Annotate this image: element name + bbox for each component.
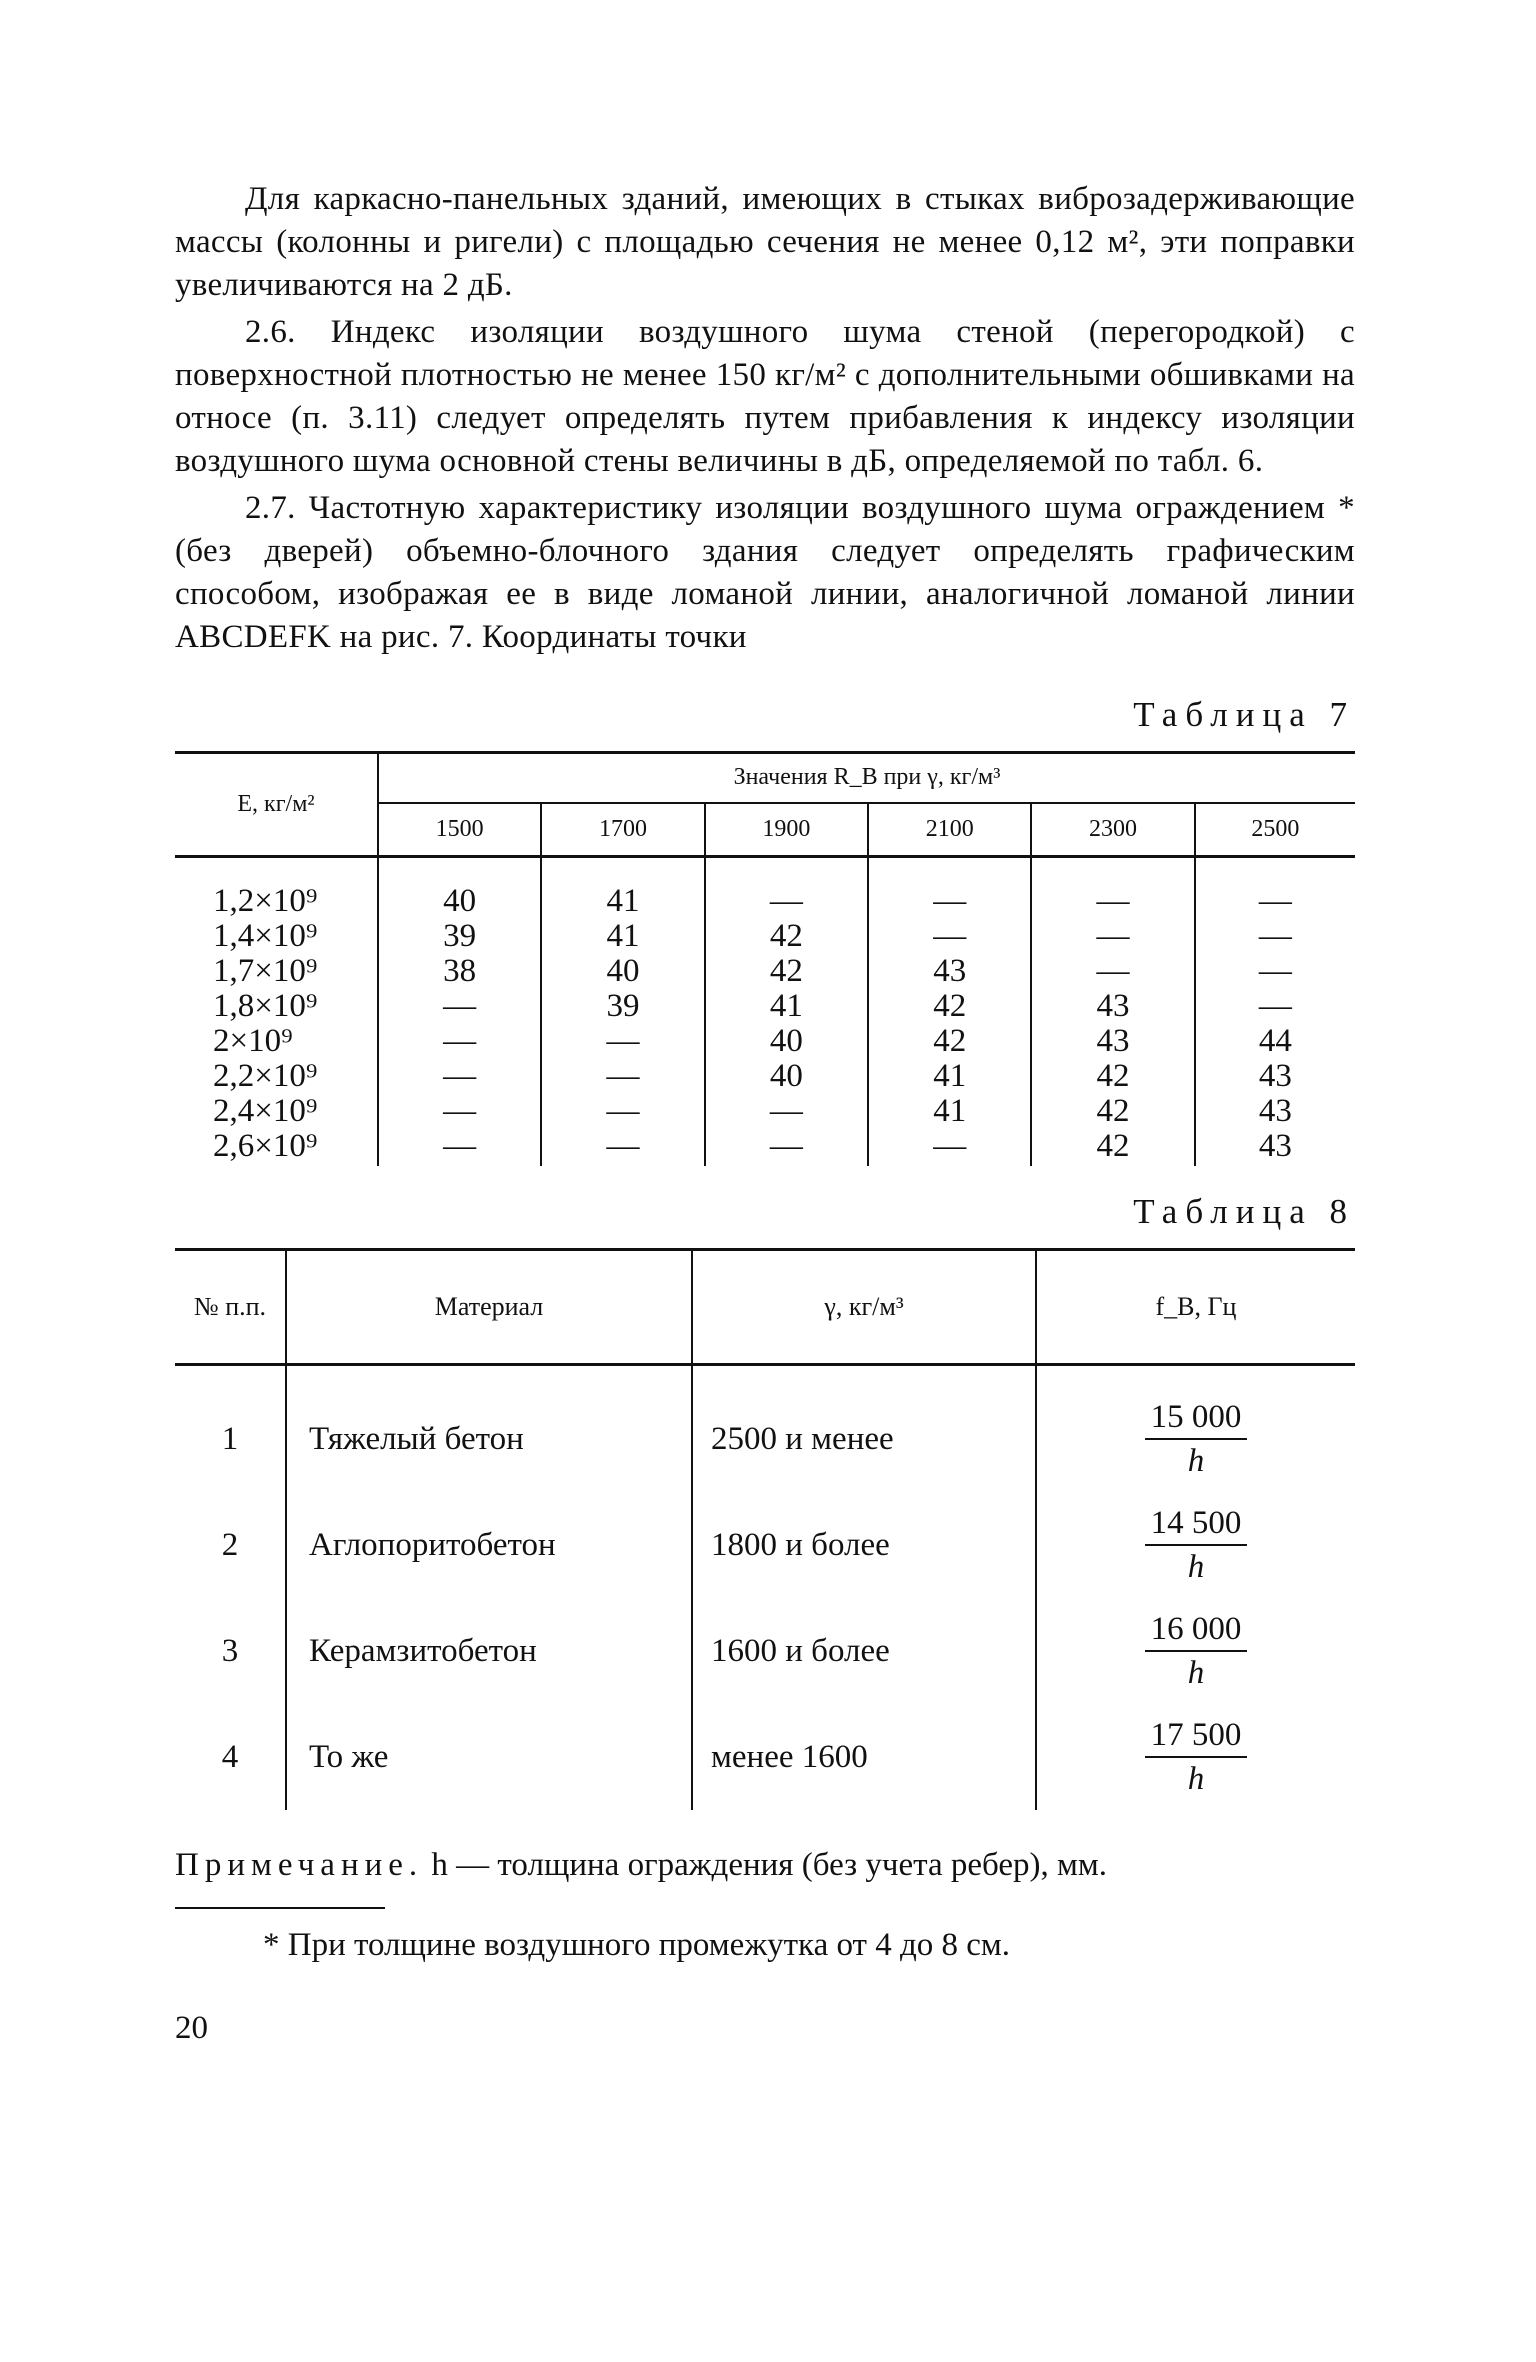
table-7-value-cell: —	[1195, 989, 1355, 1024]
table-7-col-header: 2100	[868, 803, 1031, 857]
table-7-value-cell: 41	[541, 857, 704, 920]
table-7-value-cell: —	[378, 1129, 541, 1166]
table-7-value-cell: —	[705, 857, 868, 920]
table-7-value-cell: 42	[1031, 1094, 1194, 1129]
table-7-value-cell: —	[378, 1094, 541, 1129]
table-row	[175, 1704, 1355, 1810]
table-row	[175, 857, 1355, 920]
table-7-col-header: 1700	[541, 803, 704, 857]
table-7-value-cell: 40	[705, 1059, 868, 1094]
table-7-value-cell: —	[541, 1024, 704, 1059]
footnote-rule	[175, 1907, 385, 1909]
frequency-fraction	[1145, 1714, 1248, 1800]
table-7-value-cell: 40	[705, 1024, 868, 1059]
table-7-value-cell: 43	[1195, 1129, 1355, 1166]
table-8-density-cell: 1600 и более	[692, 1598, 1036, 1704]
paragraph-1: Для каркасно-панельных зданий, имеющих в стыках виброзадерживающие массы (колонны и ригели) с площадью сечения не менее 0,12 м², эти поправки увеличиваются на 2 дБ.	[175, 181, 1355, 303]
table-7-e-cell: 1,4×10⁹	[175, 919, 378, 954]
table-7-value-cell: —	[705, 1129, 868, 1166]
footnote: * При толщине воздушного промежутка от 4 до 8 см.	[263, 1927, 1011, 1963]
table-7-group-header: Значения R_B при γ, кг/м³	[733, 764, 1001, 791]
table-8-frequency-cell	[1036, 1598, 1355, 1704]
table-row	[175, 919, 1355, 954]
table-7-value-cell: —	[868, 857, 1031, 920]
fraction-numerator: 17 500	[1145, 1714, 1248, 1758]
table-8-frequency-cell	[1036, 1365, 1355, 1493]
table-7-value-cell: 43	[1195, 1094, 1355, 1129]
paragraph-2-7: 2.7. Частотную характеристику изоляции воздушного шума ограждением * (без дверей) объемно-блочного здания следует определять графическим способом, изображая ее в виде ломаной линии, аналогичной ломаной линии ABCDEFK на рис. 7. Координаты точки	[175, 490, 1355, 655]
table-8-num-cell: 3	[221, 1632, 239, 1669]
table-7-e-cell: 1,8×10⁹	[175, 989, 378, 1024]
table-7-value-cell: 43	[1031, 1024, 1194, 1059]
table-7-value-cell: 38	[378, 954, 541, 989]
table-7-header-e: E, кг/м²	[175, 753, 378, 857]
note-text: h — толщина ограждения (без учета ребер), мм.	[431, 1847, 1108, 1883]
table-8-density-cell: менее 1600	[692, 1704, 1036, 1810]
fraction-denominator: h	[1187, 1761, 1205, 1797]
table-7-value-cell: —	[868, 919, 1031, 954]
table-7-value-cell: 42	[1031, 1129, 1194, 1166]
table-7-e-cell: 2,2×10⁹	[175, 1059, 378, 1094]
table-row	[175, 1059, 1355, 1094]
table-7-value-cell: —	[1031, 857, 1194, 920]
table-8-header-material: Материал	[286, 1250, 692, 1365]
table-7-value-cell: —	[541, 1129, 704, 1166]
table-7-value-cell: 43	[868, 954, 1031, 989]
table-7-value-cell: 41	[868, 1059, 1031, 1094]
table-8-header-frequency: f_B, Гц	[1036, 1250, 1355, 1365]
frequency-fraction	[1145, 1396, 1248, 1482]
table-7-value-cell: 42	[705, 919, 868, 954]
table-8-density-cell: 2500 и менее	[692, 1365, 1036, 1493]
note-label: Примечание.	[175, 1847, 424, 1883]
fraction-denominator: h	[1187, 1655, 1205, 1691]
document-page	[175, 178, 1355, 2047]
table-7-value-cell: —	[378, 1059, 541, 1094]
fraction-numerator: 15 000	[1145, 1396, 1248, 1440]
table-7-value-cell: 43	[1031, 989, 1194, 1024]
table-row	[175, 989, 1355, 1024]
table-row	[175, 1365, 1355, 1493]
note	[175, 1844, 1355, 1887]
table-7-value-cell: —	[1031, 919, 1194, 954]
table-8-material-cell: То же	[286, 1704, 692, 1810]
table-row	[175, 1094, 1355, 1129]
table-7-value-cell: 43	[1195, 1059, 1355, 1094]
table-7-value-cell: 39	[541, 989, 704, 1024]
table-7-value-cell: 41	[541, 919, 704, 954]
table-row	[175, 1598, 1355, 1704]
table-8-num-cell: 4	[221, 1738, 239, 1775]
table-7-e-cell: 2×10⁹	[175, 1024, 378, 1059]
table-7-value-cell: 40	[378, 857, 541, 920]
table-8-header-num: № п.п.	[175, 1250, 286, 1365]
table-7-col-header: 2300	[1031, 803, 1194, 857]
table-8-num-cell: 2	[221, 1526, 239, 1563]
table-8	[175, 1248, 1355, 1810]
table-7-value-cell: —	[705, 1094, 868, 1129]
table-7-value-cell: —	[1195, 954, 1355, 989]
table-7-e-cell: 2,6×10⁹	[175, 1129, 378, 1166]
table-7-col-header: 1900	[705, 803, 868, 857]
table-7-e-cell: 2,4×10⁹	[175, 1094, 378, 1129]
table-8-header-density: γ, кг/м³	[692, 1250, 1036, 1365]
table-7-col-header: 1500	[378, 803, 541, 857]
table-7-value-cell: 41	[868, 1094, 1031, 1129]
table-8-material-cell: Тяжелый бетон	[286, 1365, 692, 1493]
table-7-caption: Таблица 7	[1133, 695, 1355, 734]
page-number: 20	[175, 2010, 208, 2046]
table-7	[175, 751, 1355, 1166]
table-7-value-cell: 39	[378, 919, 541, 954]
table-8-material-cell: Аглопоритобетон	[286, 1492, 692, 1598]
fraction-numerator: 14 500	[1145, 1502, 1248, 1546]
table-7-value-cell: —	[1031, 954, 1194, 989]
fraction-numerator: 16 000	[1145, 1608, 1248, 1652]
table-7-value-cell: —	[541, 1094, 704, 1129]
table-row	[175, 1129, 1355, 1166]
paragraph-2-6: 2.6. Индекс изоляции воздушного шума стеной (перегородкой) с поверхностной плотностью не менее 150 кг/м² с дополнительными обшивками на относе (п. 3.11) следует определять путем прибавления к индексу изоляции воздушного шума основной стены величины в дБ, определяемой по табл. 6.	[175, 314, 1355, 479]
table-8-material-cell: Керамзитобетон	[286, 1598, 692, 1704]
table-7-value-cell: 42	[1031, 1059, 1194, 1094]
table-7-value-cell: 42	[868, 1024, 1031, 1059]
table-7-value-cell: —	[1195, 857, 1355, 920]
table-7-value-cell: 40	[541, 954, 704, 989]
table-7-value-cell: 44	[1195, 1024, 1355, 1059]
table-7-value-cell: —	[378, 1024, 541, 1059]
table-7-value-cell: —	[1195, 919, 1355, 954]
table-7-e-cell: 1,2×10⁹	[175, 857, 378, 920]
table-7-value-cell: 41	[705, 989, 868, 1024]
table-8-num-cell: 1	[221, 1420, 239, 1457]
table-7-value-cell: —	[868, 1129, 1031, 1166]
table-row	[175, 954, 1355, 989]
table-8-frequency-cell	[1036, 1704, 1355, 1810]
table-7-e-cell: 1,7×10⁹	[175, 954, 378, 989]
table-7-value-cell: 42	[868, 989, 1031, 1024]
frequency-fraction	[1145, 1608, 1248, 1694]
frequency-fraction	[1145, 1502, 1248, 1588]
table-8-frequency-cell	[1036, 1492, 1355, 1598]
fraction-denominator: h	[1187, 1549, 1205, 1585]
table-7-value-cell: —	[541, 1059, 704, 1094]
table-8-caption: Таблица 8	[1133, 1192, 1355, 1231]
table-row	[175, 1024, 1355, 1059]
table-row	[175, 1492, 1355, 1598]
table-8-density-cell: 1800 и более	[692, 1492, 1036, 1598]
table-7-value-cell: —	[378, 989, 541, 1024]
table-7-col-header: 2500	[1195, 803, 1355, 857]
table-7-value-cell: 42	[705, 954, 868, 989]
fraction-denominator: h	[1187, 1443, 1205, 1479]
